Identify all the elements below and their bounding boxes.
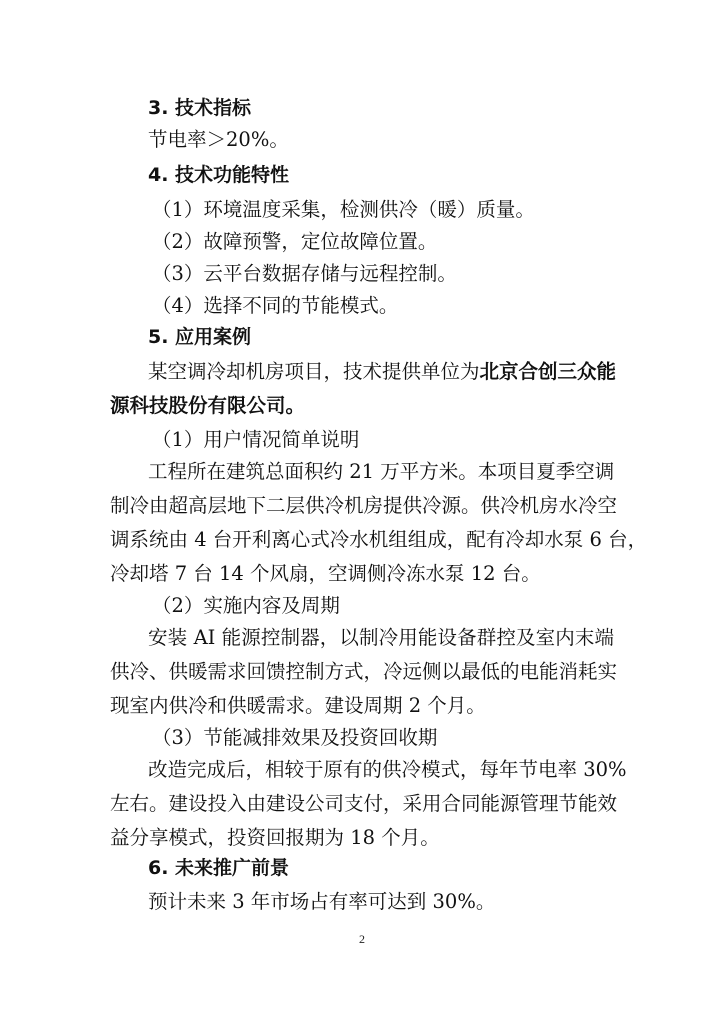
- subsection-1-line-2: 制冷由超高层地下二层供冷机房提供冷源。供冷机房水冷空: [110, 494, 618, 517]
- subsection-1-heading: （1）用户情况简单说明: [152, 428, 360, 451]
- section-6-heading: 6. 未来推广前景: [148, 857, 290, 879]
- section-4-heading: 4. 技术功能特性: [148, 164, 290, 186]
- subsection-2-line-2: 供冷、供暖需求回馈控制方式，冷远侧以最低的电能消耗实: [110, 660, 618, 683]
- subsection-1-line-1: 工程所在建筑总面积约 21 万平方米。本项目夏季空调: [148, 460, 615, 483]
- subsection-2-line-1: 安装 AI 能源控制器，以制冷用能设备群控及室内末端: [148, 626, 614, 649]
- subsection-3-line-3: 益分享模式，投资回报期为 18 个月。: [110, 826, 440, 849]
- subsection-3-heading: （3）节能减排效果及投资回收期: [152, 726, 438, 749]
- company-name-part-1: 北京合创三众能: [479, 360, 617, 383]
- case-intro-text: 某空调冷却机房项目，技术提供单位为: [148, 360, 480, 383]
- subsection-3-line-1: 改造完成后，相较于原有的供冷模式，每年节电率 30%: [148, 758, 627, 781]
- case-intro-line-1: [0, 356, 724, 388]
- section-6-text: 预计未来 3 年市场占有率可达到 30%。: [148, 890, 496, 913]
- section-5-heading: 5. 应用案例: [148, 326, 252, 348]
- case-intro-line-2: [0, 390, 724, 422]
- feature-item-3: （3）云平台数据存储与远程控制。: [152, 262, 457, 285]
- subsection-2-heading: （2）实施内容及周期: [152, 594, 340, 617]
- company-name-part-2: 源科技股份有限公司。: [110, 394, 306, 417]
- page-number: 2: [359, 932, 365, 946]
- feature-item-4: （4）选择不同的节能模式。: [152, 294, 399, 317]
- subsection-3-line-2: 左右。建设投入由建设公司支付，采用合同能源管理节能效: [110, 792, 618, 815]
- feature-item-1: （1）环境温度采集，检测供冷（暖）质量。: [152, 198, 535, 221]
- section-3-text: 节电率＞20%。: [148, 128, 289, 151]
- subsection-1-line-3: 调系统由 4 台开利离心式冷水机组组成，配有冷却水泵 6 台，: [110, 528, 648, 551]
- subsection-1-line-4: 冷却塔 7 台 14 个风扇，空调侧冷冻水泵 12 台。: [110, 562, 541, 585]
- feature-item-2: （2）故障预警，定位故障位置。: [152, 230, 438, 253]
- subsection-2-line-3: 现室内供冷和供暖需求。建设周期 2 个月。: [110, 694, 486, 717]
- section-3-heading: 3. 技术指标: [148, 97, 252, 119]
